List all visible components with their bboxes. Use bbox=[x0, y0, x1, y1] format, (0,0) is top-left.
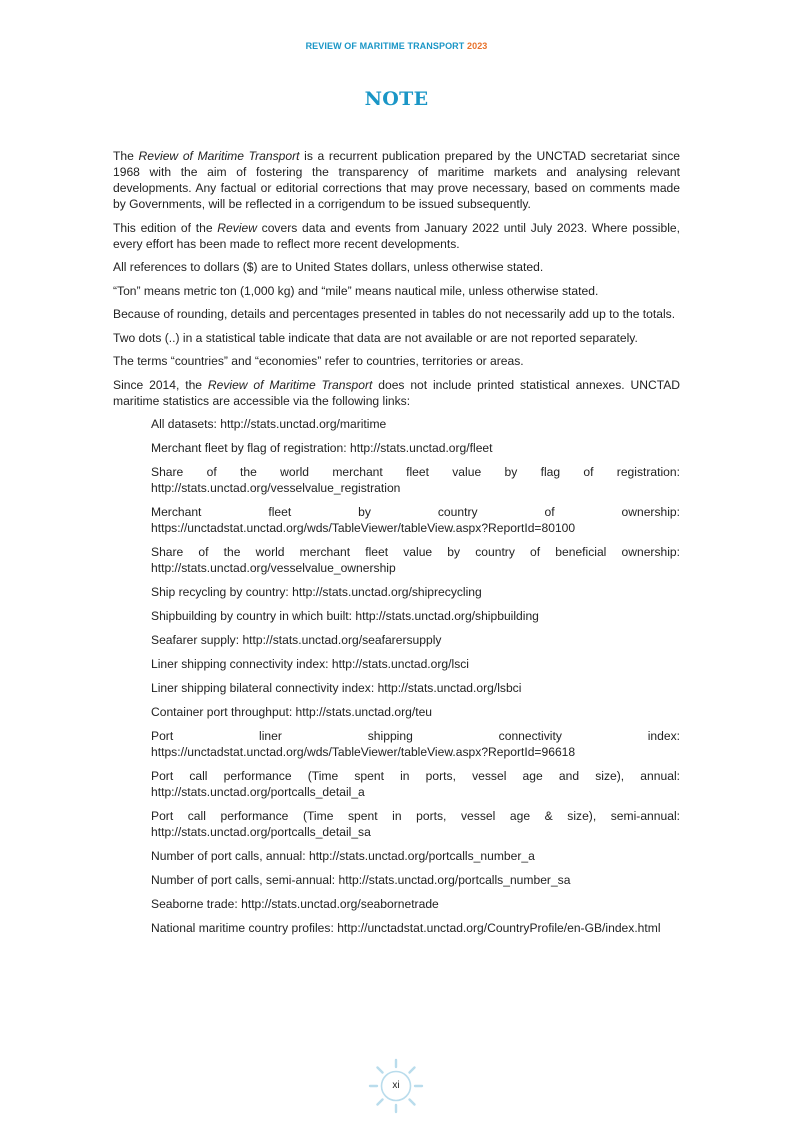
statistics-link[interactable]: http://stats.unctad.org/teu bbox=[295, 705, 433, 719]
paragraph-two-dots: Two dots (..) in a statistical table indicate that data are not available or are not reported separately. bbox=[113, 330, 638, 345]
link-item-fleet-flag: Merchant fleet by flag of registration: http://stats.unctad.org/fleet bbox=[151, 441, 493, 455]
statistics-link[interactable]: http://stats.unctad.org/shipbuilding bbox=[355, 609, 539, 623]
link-item-lsbci: Liner shipping bilateral connectivity index: http://stats.unctad.org/lsbci bbox=[151, 681, 522, 695]
paragraph-edition-coverage: This edition of the Review covers data and events from January 2022 until July 2023. Where possible, every effort has been made to reflect more recent developments. bbox=[113, 220, 680, 251]
paragraph-countries-economies: The terms “countries” and “economies” refer to countries, territories or areas. bbox=[113, 354, 524, 368]
link-item-container-port-throughput: Container port throughput: http://stats.unctad.org/teu bbox=[151, 705, 433, 719]
paragraph-rounding: Because of rounding, details and percentages presented in tables do not necessarily add up to the totals. bbox=[113, 307, 676, 321]
review-title-italic: Review of Maritime Transport bbox=[207, 377, 373, 392]
review-title-italic: Review of Maritime Transport bbox=[138, 149, 300, 163]
statistics-link[interactable]: http://stats.unctad.org/portcalls_detail_sa bbox=[151, 825, 371, 839]
link-item-shipbuilding: Shipbuilding by country in which built: http://stats.unctad.org/shipbuilding bbox=[151, 609, 539, 623]
link-item-port-calls-annual: Number of port calls, annual: http://stats.unctad.org/portcalls_number_a bbox=[151, 849, 535, 863]
statistics-link[interactable]: http://stats.unctad.org/lsbci bbox=[377, 681, 522, 695]
statistics-links-list bbox=[113, 416, 680, 936]
link-item-fleet-value-registration: Share of the world merchant fleet value by flag of registration: http://stats.unctad.org/vesselvalue_registration bbox=[151, 465, 680, 495]
statistics-link[interactable]: https://unctadstat.unctad.org/wds/TableViewer/tableView.aspx?ReportId=80100 bbox=[151, 521, 576, 535]
running-header-title: REVIEW OF MARITIME TRANSPORT bbox=[305, 41, 465, 51]
statistics-link[interactable]: http://stats.unctad.org/portcalls_number_sa bbox=[338, 873, 571, 887]
link-item-country-profiles: National maritime country profiles: http://unctadstat.unctad.org/CountryProfile/en-GB/index.html bbox=[151, 921, 661, 935]
statistics-link[interactable]: http://stats.unctad.org/portcalls_detail_a bbox=[151, 785, 365, 799]
statistics-link[interactable]: http://unctadstat.unctad.org/CountryProfile/en-GB/index.html bbox=[337, 921, 661, 935]
link-item-seaborne-trade: Seaborne trade: http://stats.unctad.org/seabornetrade bbox=[151, 897, 439, 911]
note-body bbox=[113, 148, 680, 944]
link-item-fleet-ownership: Merchant fleet by country of ownership: https://unctadstat.unctad.org/wds/TableViewer/tableView.aspx?ReportId=80100 bbox=[151, 505, 680, 535]
statistics-link[interactable]: https://unctadstat.unctad.org/wds/TableViewer/tableView.aspx?ReportId=96618 bbox=[151, 745, 576, 759]
paragraph-ton-mile: “Ton” means metric ton (1,000 kg) and “mile” means nautical mile, unless otherwise stated. bbox=[113, 283, 599, 298]
paragraph-statistics-links-intro: Since 2014, the Review of Maritime Transport does not include printed statistical annexes. UNCTAD maritime statistics are accessible via the following links: bbox=[113, 377, 680, 408]
statistics-link[interactable]: http://stats.unctad.org/fleet bbox=[349, 441, 493, 455]
paragraph-dollars: All references to dollars ($) are to United States dollars, unless otherwise stated. bbox=[113, 260, 544, 274]
page-number: xi bbox=[392, 1080, 400, 1091]
link-item-port-call-performance-annual: Port call performance (Time spent in ports, vessel age and size), annual: http://stats.unctad.org/portcalls_detail_a bbox=[151, 769, 680, 799]
link-item-seafarer-supply: Seafarer supply: http://stats.unctad.org/seafarersupply bbox=[151, 633, 442, 647]
link-item-fleet-value-ownership: Share of the world merchant fleet value by country of beneficial ownership: http://stats.unctad.org/vesselvalue_ownership bbox=[151, 545, 680, 575]
statistics-link[interactable]: http://stats.unctad.org/maritime bbox=[220, 417, 387, 431]
statistics-link[interactable]: http://stats.unctad.org/portcalls_number_a bbox=[308, 849, 535, 863]
statistics-link[interactable]: http://stats.unctad.org/vesselvalue_registration bbox=[151, 481, 401, 495]
link-item-all-datasets: All datasets: http://stats.unctad.org/maritime bbox=[151, 417, 387, 431]
statistics-link[interactable]: http://stats.unctad.org/seafarersupply bbox=[242, 633, 442, 647]
running-header bbox=[0, 41, 793, 51]
statistics-link[interactable]: http://stats.unctad.org/seabornetrade bbox=[241, 897, 439, 911]
link-item-lsci: Liner shipping connectivity index: http://stats.unctad.org/lsci bbox=[151, 657, 469, 671]
link-item-port-call-performance-semi-annual: Port call performance (Time spent in ports, vessel age & size), semi-annual: http://stats.unctad.org/portcalls_detail_sa bbox=[151, 809, 680, 839]
running-header-year: 2023 bbox=[466, 41, 488, 51]
link-item-port-calls-semi-annual: Number of port calls, semi-annual: http://stats.unctad.org/portcalls_number_sa bbox=[151, 873, 571, 887]
statistics-link[interactable]: http://stats.unctad.org/vesselvalue_ownership bbox=[151, 561, 396, 575]
link-item-ship-recycling: Ship recycling by country: http://stats.unctad.org/shiprecycling bbox=[151, 585, 482, 599]
paragraph-about-review: The Review of Maritime Transport is a recurrent publication prepared by the UNCTAD secretariat since 1968 with the aim of fostering the transparency of maritime markets and analysing relevant developments. Any factual or editorial corrections that may prove necessary, based on comments made by Governments, will be reflected in a corrigendum to be issued subsequently. bbox=[113, 149, 680, 211]
link-item-port-lsci: Port liner shipping connectivity index: https://unctadstat.unctad.org/wds/TableViewer/tableView.aspx?ReportId=96618 bbox=[151, 729, 680, 759]
page-title: NOTE bbox=[364, 88, 429, 110]
statistics-link[interactable]: http://stats.unctad.org/shiprecycling bbox=[292, 585, 482, 599]
statistics-link[interactable]: http://stats.unctad.org/lsci bbox=[331, 657, 469, 671]
review-italic: Review bbox=[217, 220, 257, 235]
